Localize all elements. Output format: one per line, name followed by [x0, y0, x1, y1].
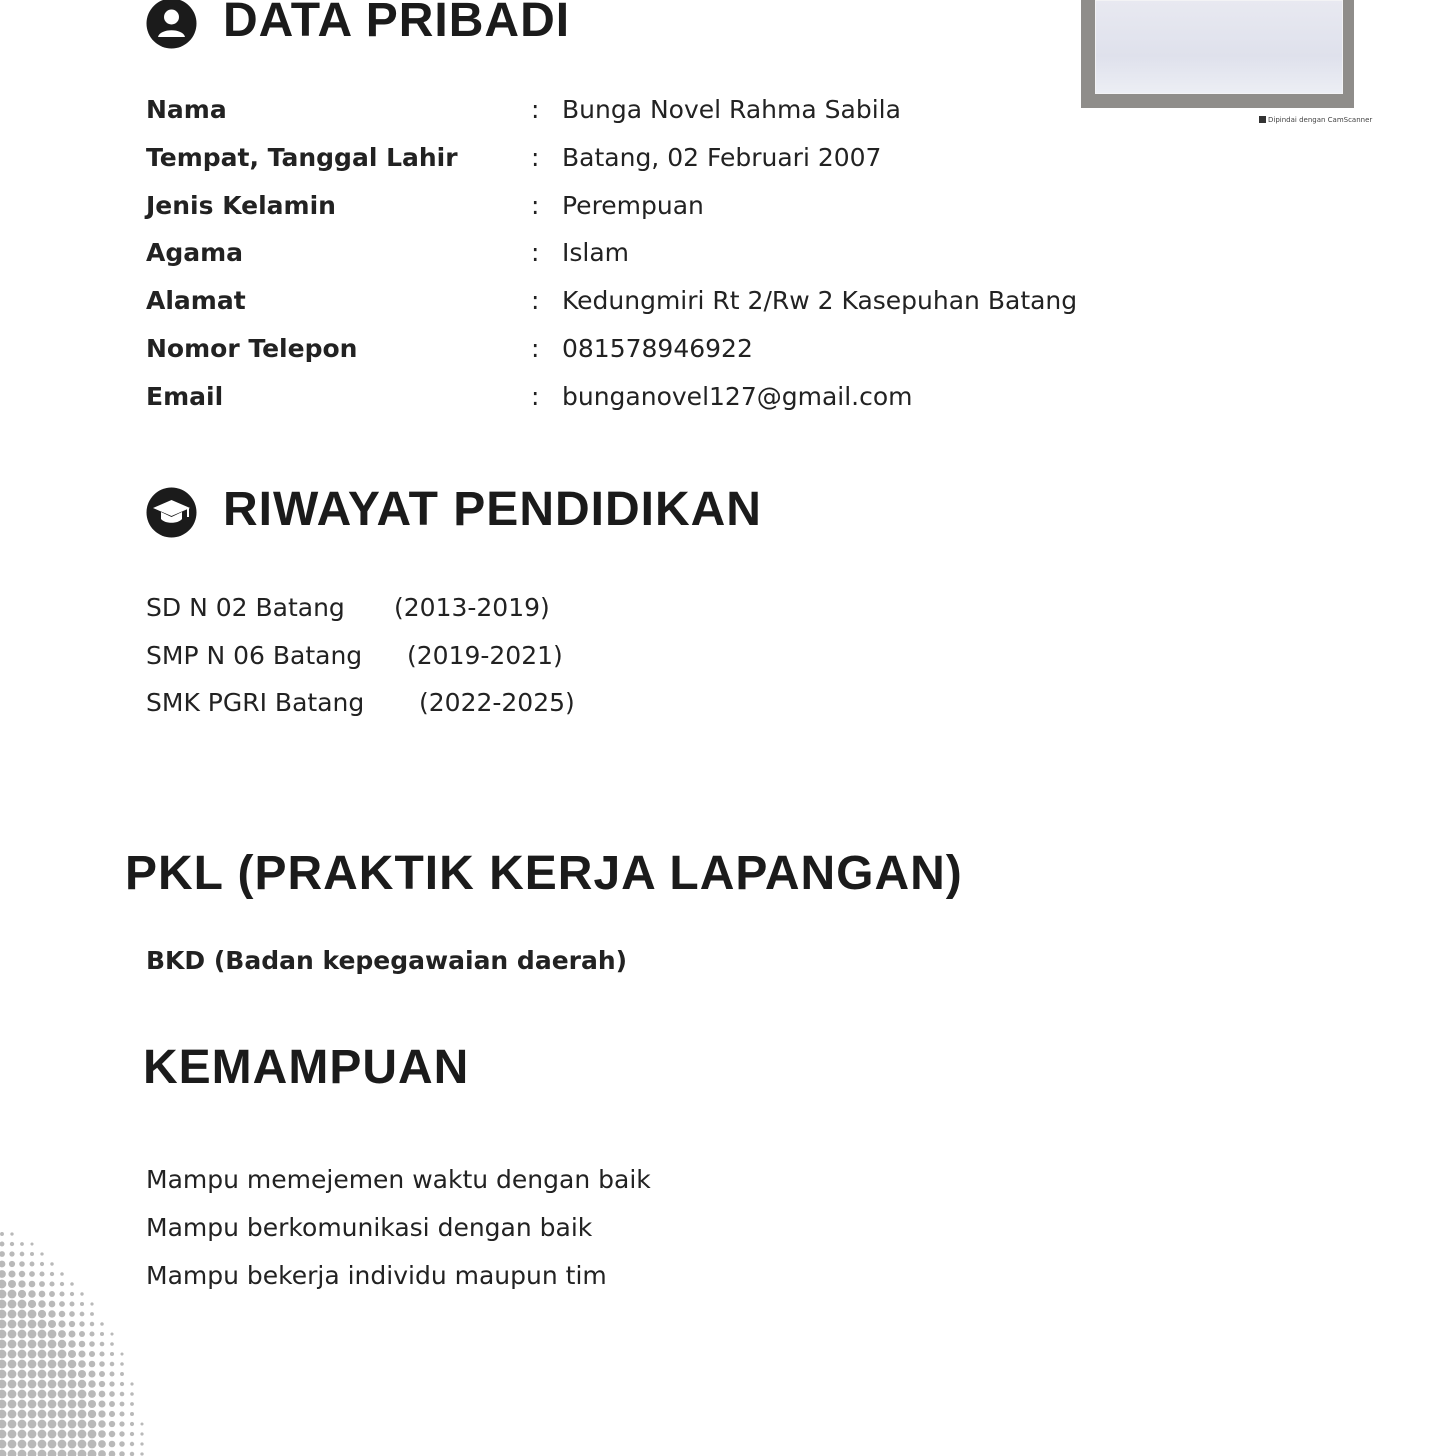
education-item: [146, 593, 550, 623]
school-name: SMK PGRI Batang: [146, 688, 365, 717]
section-title-skills: KEMAMPUAN: [143, 1041, 470, 1094]
graduation-cap-icon: [146, 487, 197, 538]
field-value: Batang, 02 Februari 2007: [562, 143, 882, 172]
field-separator: :: [531, 95, 540, 124]
school-years: (2019-2021): [407, 641, 563, 670]
section-title-internship: PKL (PRAKTIK KERJA LAPANGAN): [125, 847, 963, 900]
field-separator: :: [531, 286, 540, 315]
field-value: bunganovel127@gmail.com: [562, 382, 913, 411]
field-separator: :: [531, 238, 540, 267]
scanner-watermark: Dipindai dengan CamScanner: [1259, 116, 1372, 124]
school-name: SD N 02 Batang: [146, 593, 345, 622]
internship-place: BKD (Badan kepegawaian daerah): [146, 946, 628, 975]
skill-item: Mampu berkomunikasi dengan baik: [146, 1213, 593, 1242]
field-label: Agama: [146, 238, 244, 267]
school-name: SMP N 06 Batang: [146, 641, 363, 670]
field-value: 081578946922: [562, 334, 753, 363]
user-icon: [146, 0, 197, 49]
field-label: Email: [146, 382, 224, 411]
halftone-dots-decoration: [0, 1160, 150, 1456]
field-label: Jenis Kelamin: [146, 191, 336, 220]
profile-photo: [1081, 0, 1354, 108]
field-separator: :: [531, 191, 540, 220]
skill-item: Mampu bekerja individu maupun tim: [146, 1261, 607, 1290]
section-title-personal: DATA PRIBADI: [223, 0, 571, 47]
field-value: Kedungmiri Rt 2/Rw 2 Kasepuhan Batang: [562, 286, 1078, 315]
education-item: [146, 688, 575, 718]
field-label: Nomor Telepon: [146, 334, 358, 363]
school-years: (2022-2025): [419, 688, 575, 717]
school-years: (2013-2019): [394, 593, 550, 622]
field-value: Bunga Novel Rahma Sabila: [562, 95, 901, 124]
field-label: Nama: [146, 95, 227, 124]
field-separator: :: [531, 143, 540, 172]
education-item: [146, 641, 563, 671]
field-separator: :: [531, 382, 540, 411]
skill-item: Mampu memejemen waktu dengan baik: [146, 1165, 651, 1194]
field-label: Tempat, Tanggal Lahir: [146, 143, 458, 172]
field-label: Alamat: [146, 286, 246, 315]
field-value: Perempuan: [562, 191, 704, 220]
field-separator: :: [531, 334, 540, 363]
field-value: Islam: [562, 238, 630, 267]
section-title-education: RIWAYAT PENDIDIKAN: [223, 483, 762, 536]
